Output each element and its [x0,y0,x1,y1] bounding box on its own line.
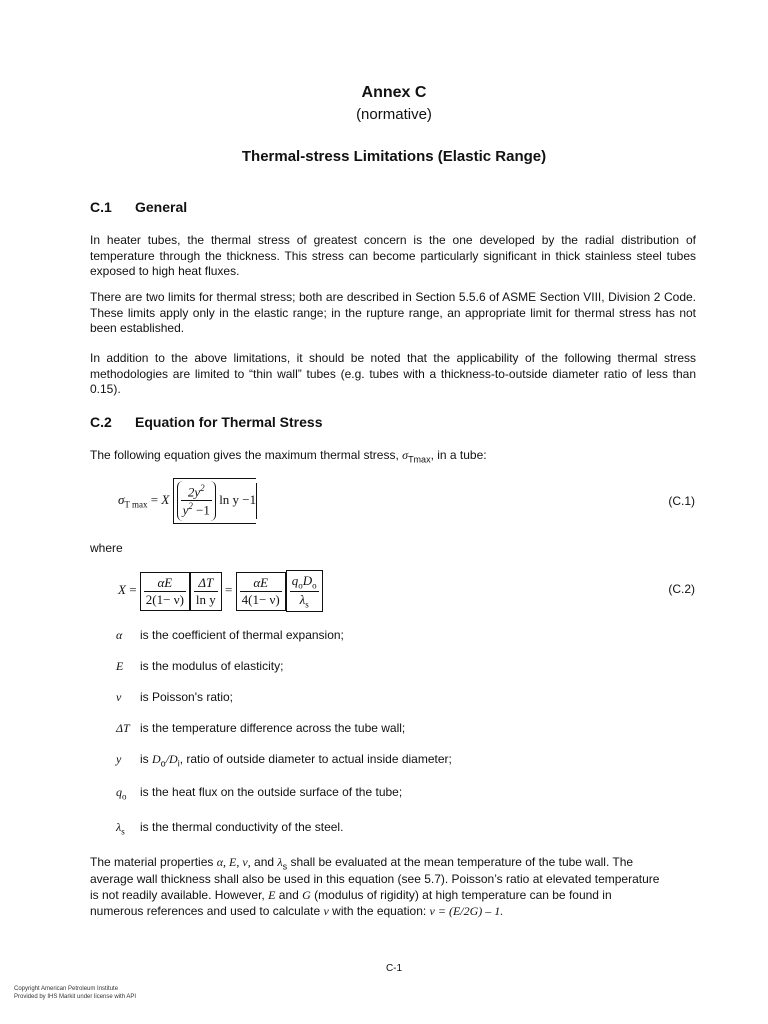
definition-nu [116,690,233,705]
definition-lambda [116,820,343,836]
definition-q [116,785,402,801]
lambda-symbol: λ [277,855,283,869]
symbols: α, E, ν, [216,855,251,869]
equation-c1 [118,478,257,524]
def-text-pre: is [140,752,152,766]
den-rest: −1 [192,502,210,518]
text: (modulus of rigidity) at high temperature can be found in [310,888,612,902]
definition-alpha [116,628,344,643]
section-heading-c2 [90,414,322,430]
lambda-sub: s [121,826,125,837]
num-text: 2y [187,484,201,500]
intro-suffix: , in a tube: [430,448,487,462]
fraction-c1 [181,483,212,519]
def-symbol: ν [116,690,122,704]
text: with the equation: [328,904,430,918]
eq-x: X [161,491,170,507]
eq-x: X [118,582,126,598]
section-title: Equation for Thermal Stress [135,414,323,430]
fraction-numerator [181,483,212,501]
fraction-denominator [181,501,212,518]
eq-lhs: σ [118,491,125,507]
d-inner: D [169,752,178,766]
closing-line-3 [90,888,612,903]
f4-denominator [290,592,319,610]
def-symbol [116,785,140,801]
equation-intro [90,448,487,464]
annex-title: Annex C [361,84,427,101]
paren-group [177,481,216,521]
slash: / [165,752,170,766]
lambda-symbol: λ [299,591,306,607]
page-number: C-1 [385,963,403,974]
q-symbol: q [291,573,299,588]
intro-text: The following equation gives the maximum thermal stress, [90,448,403,462]
equation-number-c1: (C.1) [668,494,695,508]
f2-numerator: ΔT [194,575,218,592]
eq-lhs-sub: T max [124,499,148,510]
poisson-equation: ν = (E/2G) – 1. [429,904,504,918]
bracket-f1 [140,572,190,611]
section-number: C.1 [90,199,112,215]
bracket-f3 [236,572,286,611]
text: shall be evaluated at the mean temperature of the tube wall. The [287,855,634,869]
nu-symbol: ν [323,904,329,918]
def-text: is Poisson's ratio; [140,690,233,704]
bracket-f2 [190,572,222,611]
def-symbol: α [116,628,123,642]
copyright-line: Copyright American Petroleum Institute [14,986,119,992]
sigma-subscript: Tmax [408,454,431,465]
text: and [250,855,278,869]
f4-numerator [290,573,319,592]
text: and [275,888,303,902]
def-symbol: E [116,659,124,673]
paragraph-general-2: There are two limits for thermal stress; both are described in Section 5.5.6 of ASME Section VIII, Division 2 Code. These limits apply only in the elastic range; in the rupture range, an appropriate limit for thermal stress has not been established. [90,290,696,335]
closing-line-1 [90,855,633,871]
bracket-f4 [286,570,323,612]
fraction-f2 [194,575,218,608]
q-sub: o [122,791,127,802]
fraction-f3 [240,575,282,608]
text: is not readily available. However, [90,888,269,902]
def-text: is the heat flux on the outside surface of the tube; [140,785,403,799]
document-title: Thermal-stress Limitations (Elastic Range) [241,148,547,165]
d-sub: o [312,580,317,591]
fraction-f4 [290,573,319,609]
def-text: is the coefficient of thermal expansion; [140,628,344,642]
lambda-symbol: λ [116,820,122,834]
outer-bracket-left [173,478,257,524]
section-title: General [135,199,188,215]
fraction-f1 [144,575,186,608]
outer-bracket-right [256,483,257,519]
where-label: where [90,541,123,555]
paragraph-general-3: In addition to the above limitations, it should be noted that the applicability of the following thermal stress methodologies are limited to “thin wall” tubes (e.g. tubes with a thickness-to-outside diameter ratio of less than 0.15). [90,351,696,396]
def-text: is the modulus of elasticity; [140,659,284,673]
def-symbol: ΔT [116,721,130,735]
def-text: is the thermal conductivity of the steel. [140,820,344,834]
eq-equals-2: = [225,582,233,598]
eq-tail: ln y −1 [219,491,257,507]
copyright-notice [14,985,136,1001]
f1-denominator: 2(1− ν) [145,591,184,607]
sigma-symbol: σ [402,448,409,462]
e-symbol: E [268,888,276,902]
f3-denominator: 4(1− ν) [241,591,280,607]
equation-number-c2: (C.2) [668,582,695,596]
def-text: , ratio of outside diameter to actual inside diameter; [179,752,452,766]
d-symbol: D [302,573,313,588]
d-outer: D [152,752,161,766]
def-symbol: y [116,752,122,766]
f3-numerator: αE [240,575,282,592]
paragraph-general-1: In heater tubes, the thermal stress of greatest concern is the one developed by the radial distribution of temperature through the thickness. This stress can become particularly significant in thick stainless steel tubes exposed to high heat fluxes. [90,233,696,278]
q-sub: o [298,580,303,591]
closing-line-2: average wall thickness shall also be used in this equation (see 5.7). Poisson’s ratio at elevated temperature [90,872,660,886]
d-outer-sub: o [160,758,166,769]
def-symbol [116,820,140,836]
text: numerous references and used to calculate [90,904,324,918]
num-sup: 2 [200,483,205,493]
closing-line-4 [90,904,503,919]
annex-subtitle: (normative) [356,106,432,123]
section-heading-c1 [90,199,187,215]
equation-c2 [118,570,323,612]
license-line: Provided by IHS Markit under license with API [14,994,137,1000]
eq-equals: = [129,582,137,598]
def-text: is the temperature difference across the tube wall; [140,721,406,735]
den-text: y [182,502,189,518]
lambda-sub: s [305,599,309,610]
den-sup: 2 [188,501,193,512]
q-symbol: q [116,785,122,799]
eq-equals: = [150,491,159,507]
definition-e [116,659,283,674]
g-symbol: G [302,888,311,902]
text: The material properties [90,855,217,869]
section-number: C.2 [90,414,112,430]
lambda-sub: s [282,861,288,872]
definition-delta-t [116,721,405,736]
definition-y [116,752,452,768]
f2-denominator: ln y [195,591,216,607]
d-inner-sub: i [177,758,180,769]
f1-numerator: αE [144,575,186,592]
